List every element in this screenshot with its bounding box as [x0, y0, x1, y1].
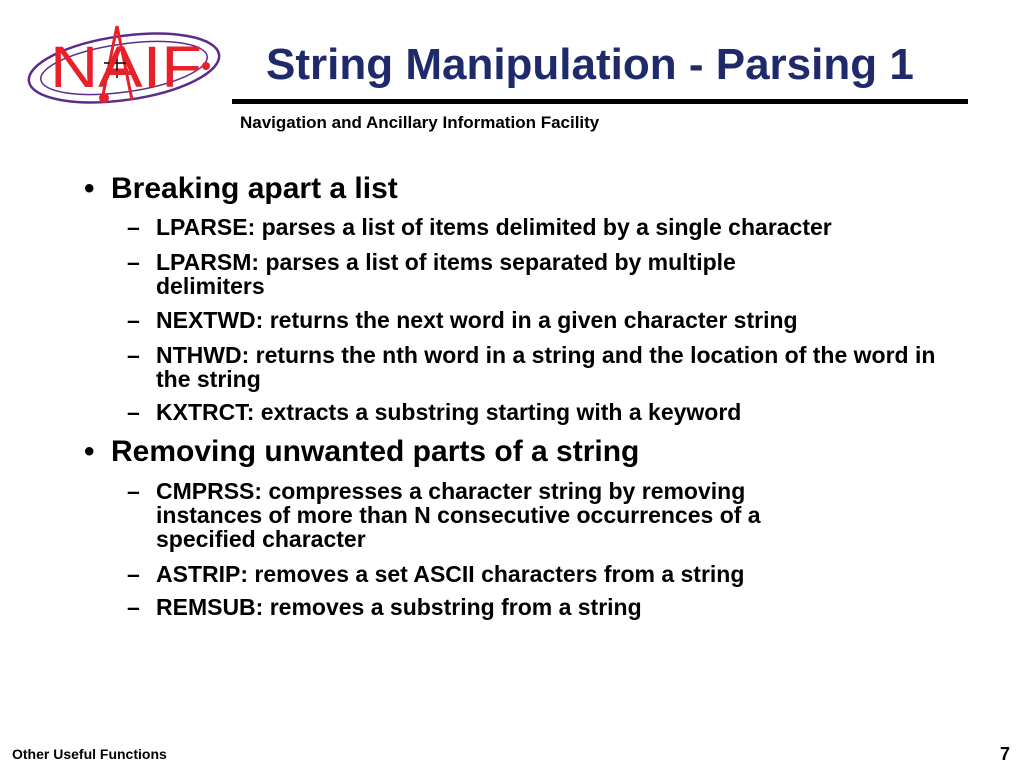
- sub-bullet-nextwd: [127, 308, 947, 332]
- dash-icon: –: [127, 214, 140, 240]
- sub-bullet-remsub: [127, 595, 947, 619]
- sub-bullet-lparse: [127, 215, 947, 239]
- logo-text: NAIF: [50, 35, 203, 100]
- sub-bullet-text: REMSUB: removes a substring from a string: [156, 594, 642, 620]
- dash-icon: –: [127, 399, 140, 425]
- sub-bullet-text: KXTRCT: extracts a substring starting with a keyword: [156, 399, 742, 425]
- sub-bullet-text: CMPRSS: compresses a character string by removing instances of more than N consecutive occurrences of a specified character: [156, 478, 761, 552]
- sub-bullet-cmprss: [127, 479, 947, 551]
- naif-logo-graphic: [14, 18, 229, 113]
- page-number: 7: [1000, 744, 1011, 764]
- dash-icon: –: [127, 307, 140, 333]
- sub-bullet-astrip: [127, 562, 947, 586]
- naif-logo: [14, 18, 229, 118]
- sub-bullet-kxtrct: [127, 400, 947, 424]
- sub-bullet-text: LPARSE: parses a list of items delimited by a single character: [156, 214, 832, 240]
- title-rule: [232, 99, 968, 104]
- bullet-heading: Breaking apart a list: [111, 172, 398, 205]
- sub-bullet-text: NTHWD: returns the nth word in a string and the location of the word in the string: [156, 342, 936, 392]
- dash-icon: –: [127, 478, 140, 504]
- bullet-icon: •: [84, 172, 95, 205]
- dash-icon: –: [127, 561, 140, 587]
- bullet-icon: •: [84, 435, 95, 468]
- sub-bullet-text: LPARSM: parses a list of items separated by multiple delimiters: [156, 249, 736, 299]
- slide-title: String Manipulation - Parsing 1: [266, 40, 914, 89]
- sub-bullet-text: NEXTWD: returns the next word in a given character string: [156, 307, 798, 333]
- footer-label: Other Useful Functions: [12, 746, 167, 762]
- dash-icon: –: [127, 594, 140, 620]
- sub-bullet-lparsm: [127, 250, 947, 298]
- sub-bullet-text: ASTRIP: removes a set ASCII characters from a string: [156, 561, 745, 587]
- dash-icon: –: [127, 249, 140, 275]
- slide-subtitle: Navigation and Ancillary Information Facility: [240, 113, 600, 132]
- bullet-heading: Removing unwanted parts of a string: [111, 435, 640, 468]
- dash-icon: –: [127, 342, 140, 368]
- sub-bullet-nthwd: [127, 343, 947, 391]
